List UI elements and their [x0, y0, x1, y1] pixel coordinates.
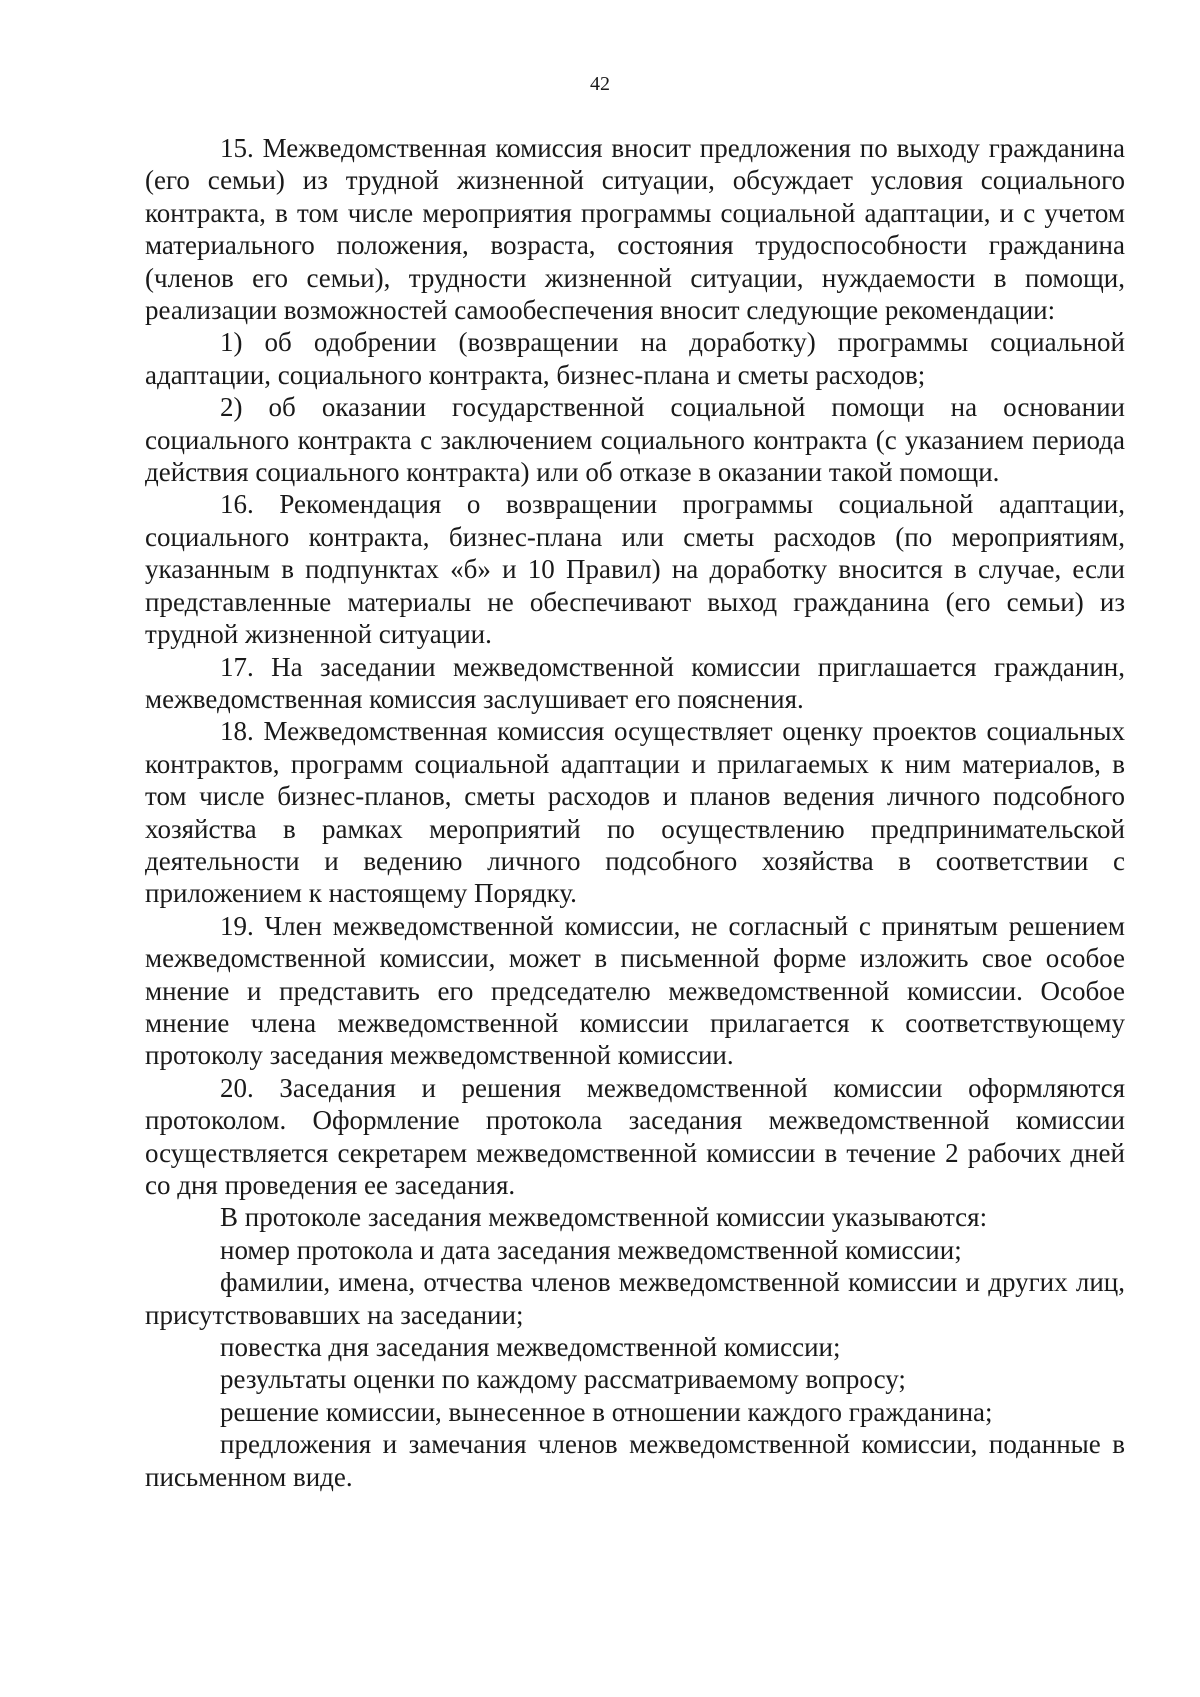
recommendation-1: 1) об одобрении (возвращении на доработку) программы социальной адаптации, социального контракта, бизнес-плана и сметы расходов; [145, 327, 1125, 390]
paragraph-item-18: 18. Межведомственная комиссия осуществляет оценку проектов социальных контрактов, программ социальной адаптации и прилагаемых к ним материалов, в том числе бизнес-планов, сметы расходов и планов ведения личного подсобного хозяйства в рамках мероприятий по осуществлению предпринимательской деятельности и ведению личного подсобного хозяйства в соответствии с приложением к настоящему Порядку. [145, 716, 1125, 909]
protocol-list-item: предложения и замечания членов межведомственной комиссии, поданные в письменном виде. [145, 1429, 1125, 1492]
recommendation-2: 2) об оказании государственной социальной помощи на основании социального контракта с заключением социального контракта (с указанием периода действия социального контракта) или об отказе в оказании такой помощи. [145, 392, 1125, 488]
protocol-list-item: номер протокола и дата заседания межведомственной комиссии; [220, 1234, 962, 1265]
document-body [145, 132, 1125, 1493]
protocol-list-item: решение комиссии, вынесенное в отношении каждого гражданина; [220, 1396, 993, 1427]
paragraph-item-15: 15. Межведомственная комиссия вносит предложения по выходу гражданина (его семьи) из трудной жизненной ситуации, обсуждает условия социального контракта, в том числе мероприятия программы социальной адаптации, и с учетом материального положения, возраста, состояния трудоспособности гражданина (членов его семьи), трудности жизненной ситуации, нуждаемости в помощи, реализации возможностей самообеспечения вносит следующие рекомендации: [145, 133, 1125, 326]
paragraph-item-16: 16. Рекомендация о возвращении программы социальной адаптации, социального контракта, бизнес-плана или сметы расходов (по мероприятиям, указанным в подпунктах «б» и 10 Правил) на доработку вносится в случае, если представленные материалы не обеспечивают выход гражданина (его семьи) из трудной жизненной ситуации. [145, 489, 1125, 650]
protocol-list-item: фамилии, имена, отчества членов межведомственной комиссии и других лиц, присутствовавших на заседании; [145, 1267, 1125, 1330]
paragraph-item-20: 20. Заседания и решения межведомственной комиссии оформляются протоколом. Оформление протокола заседания межведомственной комиссии осуществляется секретарем межведомственной комиссии в течение 2 рабочих дней со дня проведения ее заседания. [145, 1072, 1125, 1200]
paragraph-item-17: 17. На заседании межведомственной комиссии приглашается гражданин, межведомственная комиссия заслушивает его пояснения. [145, 651, 1125, 714]
protocol-list-item: повестка дня заседания межведомственной комиссии; [220, 1332, 841, 1363]
paragraph-item-19: 19. Член межведомственной комиссии, не согласный с принятым решением межведомственной комиссии, может в письменной форме изложить свое особое мнение и представить его председателю межведомственной комиссии. Особое мнение члена межведомственной комиссии прилагается к соответствующему протоколу заседания межведомственной комиссии. [145, 910, 1125, 1071]
page-number: 42 [590, 73, 610, 95]
protocol-contents-intro: В протоколе заседания межведомственной комиссии указываются: [220, 1202, 988, 1233]
protocol-list-item: результаты оценки по каждому рассматриваемому вопросу; [220, 1364, 906, 1395]
